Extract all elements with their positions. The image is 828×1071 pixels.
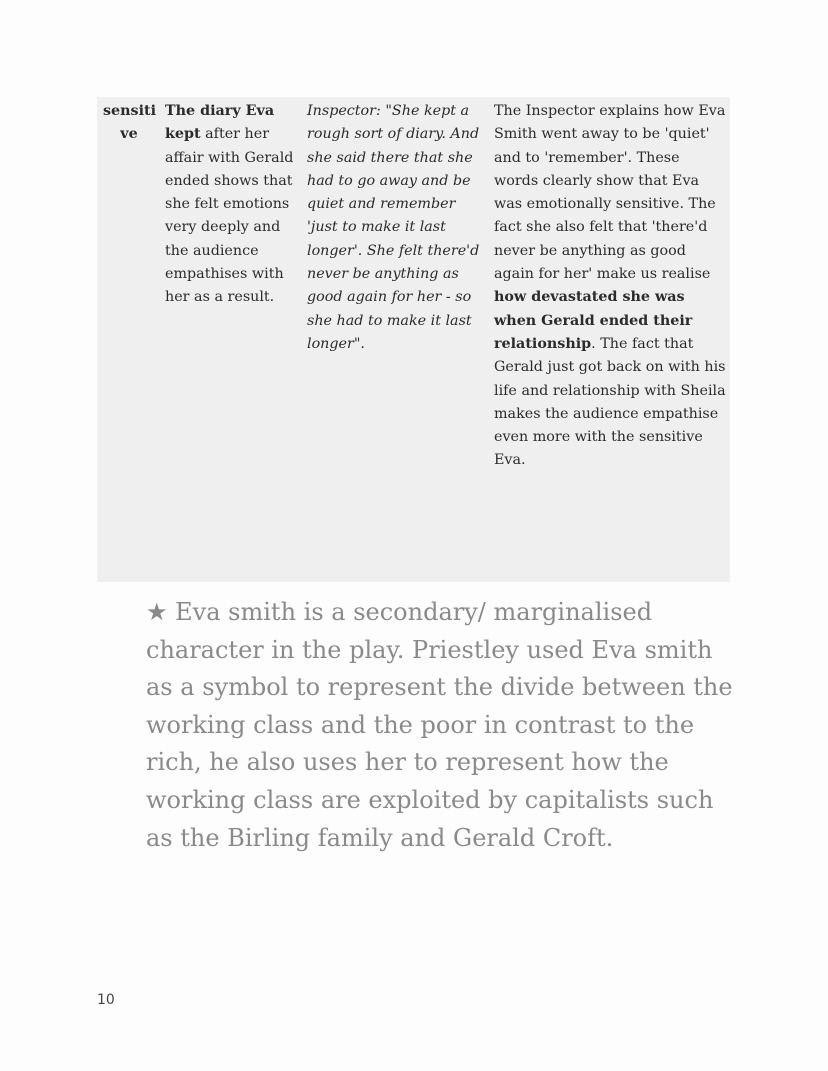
- analysis-table-row: [97, 97, 730, 582]
- point-bold-text: The diary Eva kept: [165, 103, 275, 143]
- term-line-1: sensiti: [103, 103, 157, 119]
- term-cell: [103, 100, 155, 147]
- analysis-text-1: The Inspector explains how Eva Smith went away to be 'quiet' and to 'remember'. These words clearly show that Eva was emotionally sensitive. The fact she also felt that 'there'd never be anything as good again for her' make us realise: [494, 103, 726, 283]
- quote-cell: Inspector: "She kept a rough sort of diary. And she said there that she had to go away and be quiet and remember 'just to make it last longer'. She felt there'd never be anything as good again for her - so she had to make it last longer".: [307, 103, 480, 352]
- analysis-bold-text: how devastated she was when Gerald ended their relationship: [494, 289, 693, 352]
- bullet-text: Eva smith is a secondary/ marginalised character in the play. Priestley used Eva smith as a symbol to represent the divide between the working class and the poor in contrast to the rich, he also uses her to represent how the working class are exploited by capitalists such as the Birling family and Gerald Croft.: [146, 598, 733, 852]
- bullet-paragraph: [146, 594, 746, 857]
- analysis-text-2: . The fact that Gerald just got back on with his life and relationship with Sheila makes the audience empathise even more with the sensitive Eva.: [494, 335, 726, 469]
- point-cell: [165, 100, 297, 310]
- star-icon: ★: [146, 598, 168, 626]
- analysis-cell: [494, 100, 726, 473]
- point-text: after her affair with Gerald ended shows that she felt emotions very deeply and the audience empathises with her as a result.: [165, 126, 294, 306]
- page-number: 10: [97, 992, 115, 1008]
- term-line-2: ve: [120, 126, 138, 143]
